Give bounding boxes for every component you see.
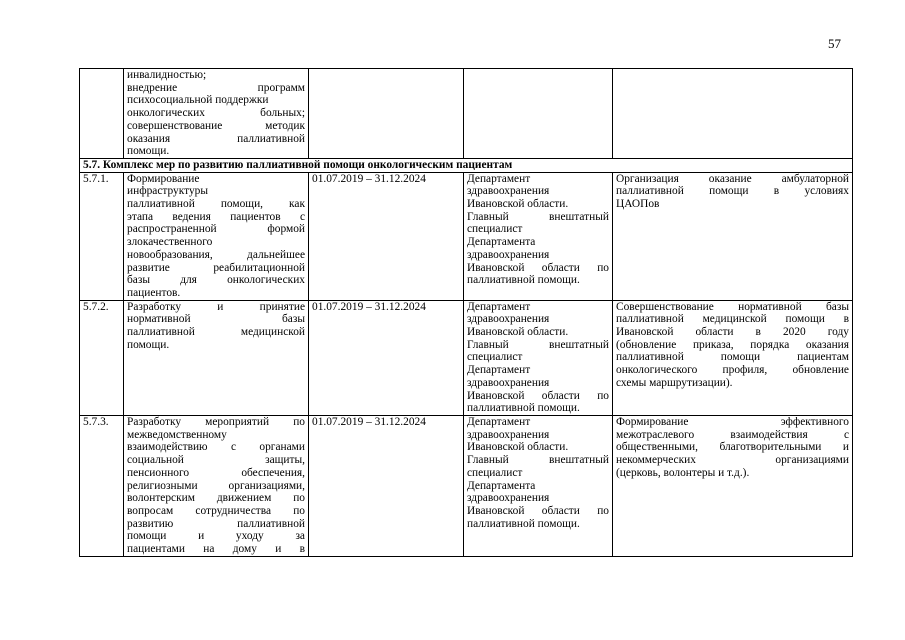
text-line: помощи. <box>127 338 170 351</box>
text-line: паллиативной медицинской помощи в <box>616 313 849 326</box>
text-line: инвалидностью; <box>127 69 207 81</box>
text-line: паллиативной помощи, как <box>127 198 305 211</box>
cell-period: 01.07.2019 – 31.12.2024 <box>309 300 464 415</box>
text-line: Организация оказание амбулаторной <box>616 172 849 185</box>
text-line: религиозными организациями, <box>127 479 305 492</box>
text-line: схемы маршрутизации). <box>616 376 733 389</box>
text-line: здравоохранения <box>467 248 550 261</box>
text-line: здравоохранения <box>467 376 550 389</box>
text-line: помощи. <box>127 145 170 158</box>
text-line: внедрение программ <box>127 81 305 94</box>
text-line: специалист <box>467 223 523 236</box>
text-line: этапа ведения пациентов с <box>127 210 305 223</box>
text-line: злокачественного <box>127 236 213 249</box>
cell-result <box>613 415 853 556</box>
text-line: Разработку и принятие <box>127 300 305 313</box>
cell-event <box>124 300 309 415</box>
text-line: базы для онкологических <box>127 274 305 287</box>
text-line: Разработку мероприятий по <box>127 415 305 428</box>
cell-event <box>124 69 309 159</box>
text-line: Совершенствование нормативной базы <box>616 300 849 313</box>
text-line: Департамент <box>467 364 531 377</box>
text-line: здравоохранения <box>467 428 550 441</box>
cell-result <box>613 300 853 415</box>
cell-responsible <box>464 172 613 300</box>
text-line: Формирование <box>127 172 200 185</box>
row-number: 5.7.2. <box>80 300 124 415</box>
text-line: Ивановской области в 2020 году <box>616 326 849 339</box>
text-line: Департамента <box>467 236 536 249</box>
text-line: социальной защиты, <box>127 454 305 467</box>
cell-period: 01.07.2019 – 31.12.2024 <box>309 415 464 556</box>
table-row <box>80 172 853 300</box>
text-line: специалист <box>467 351 523 364</box>
cell-responsible <box>464 69 613 159</box>
text-line: инфраструктуры <box>127 185 208 198</box>
text-line: новообразования, дальнейшее <box>127 248 305 261</box>
text-line: онкологических больных; <box>127 107 305 120</box>
text-line: ЦАОПов <box>616 198 660 211</box>
row-number: 5.7.3. <box>80 415 124 556</box>
cell-event <box>124 415 309 556</box>
text-line: Ивановской области по <box>467 389 609 402</box>
page-number: 57 <box>828 36 841 51</box>
cell-num <box>80 69 124 159</box>
text-line: Главный внештатный <box>467 210 609 223</box>
text-line: Ивановской области. <box>467 441 569 454</box>
text-line: паллиативной помощи. <box>467 517 580 530</box>
text-line: взаимодействию с органами <box>127 441 305 454</box>
cell-result <box>613 172 853 300</box>
text-line: пациентов. <box>127 286 181 299</box>
text-line: распространенной формой <box>127 223 305 236</box>
text-line: Ивановской области по <box>467 261 609 274</box>
plan-table <box>79 68 853 557</box>
table-row-continuation <box>80 69 853 159</box>
cell-period <box>309 69 464 159</box>
text-line: Департамент <box>467 172 531 185</box>
text-line: нормативной базы <box>127 313 305 326</box>
text-line: здравоохранения <box>467 492 550 505</box>
text-line: паллиативной помощи. <box>467 402 580 415</box>
text-line: вопросам сотрудничества по <box>127 504 305 517</box>
text-line: Главный внештатный <box>467 454 609 467</box>
text-line: некоммерческих организациями <box>616 454 849 467</box>
text-line: Формирование эффективного <box>616 415 849 428</box>
row-number: 5.7.1. <box>80 172 124 300</box>
text-line: паллиативной помощи пациентам <box>616 351 849 364</box>
text-line: Главный внештатный <box>467 338 609 351</box>
text-line: Ивановской области. <box>467 326 569 339</box>
text-line: паллиативной помощи. <box>467 274 580 287</box>
text-line: совершенствование методик <box>127 119 305 132</box>
text-line: Департамента <box>467 479 536 492</box>
text-line: паллиативной медицинской <box>127 326 305 339</box>
cell-event <box>124 172 309 300</box>
text-line: развитию паллиативной <box>127 517 305 530</box>
cell-result <box>613 69 853 159</box>
text-line: (обновление приказа, порядка оказания <box>616 338 849 351</box>
text-line: Ивановской области. <box>467 198 569 211</box>
table-row <box>80 300 853 415</box>
text-line: оказания паллиативной <box>127 132 305 145</box>
text-line: развитие реабилитационной <box>127 261 305 274</box>
section-title: 5.7. Комплекс мер по развитию паллиативной помощи онкологическим пациентам <box>80 158 853 172</box>
text-line: общественными, благотворительными и <box>616 441 849 454</box>
text-line: специалист <box>467 466 523 479</box>
section-row <box>80 158 853 172</box>
text-line: паллиативной помощи в условиях <box>616 185 849 198</box>
text-line: онкологического профиля, обновление <box>616 364 849 377</box>
text-line: пациентами на дому и в <box>127 543 305 556</box>
text-line: Департамент <box>467 415 531 428</box>
cell-period: 01.07.2019 – 31.12.2024 <box>309 172 464 300</box>
table-row <box>80 415 853 556</box>
cell-responsible <box>464 300 613 415</box>
text-line: Департамент <box>467 300 531 313</box>
text-line: межотраслевого взаимодействия с <box>616 428 849 441</box>
cell-responsible <box>464 415 613 556</box>
text-line: (церковь, волонтеры и т.д.). <box>616 466 750 479</box>
text-line: пенсионного обеспечения, <box>127 466 305 479</box>
text-line: волонтерским движением по <box>127 492 305 505</box>
text-line: межведомственному <box>127 428 227 441</box>
text-line: здравоохранения <box>467 185 550 198</box>
text-line: Ивановской области по <box>467 504 609 517</box>
text-line: здравоохранения <box>467 313 550 326</box>
text-line: помощи и уходу за <box>127 530 305 543</box>
text-line: психосоциальной поддержки <box>127 94 269 107</box>
